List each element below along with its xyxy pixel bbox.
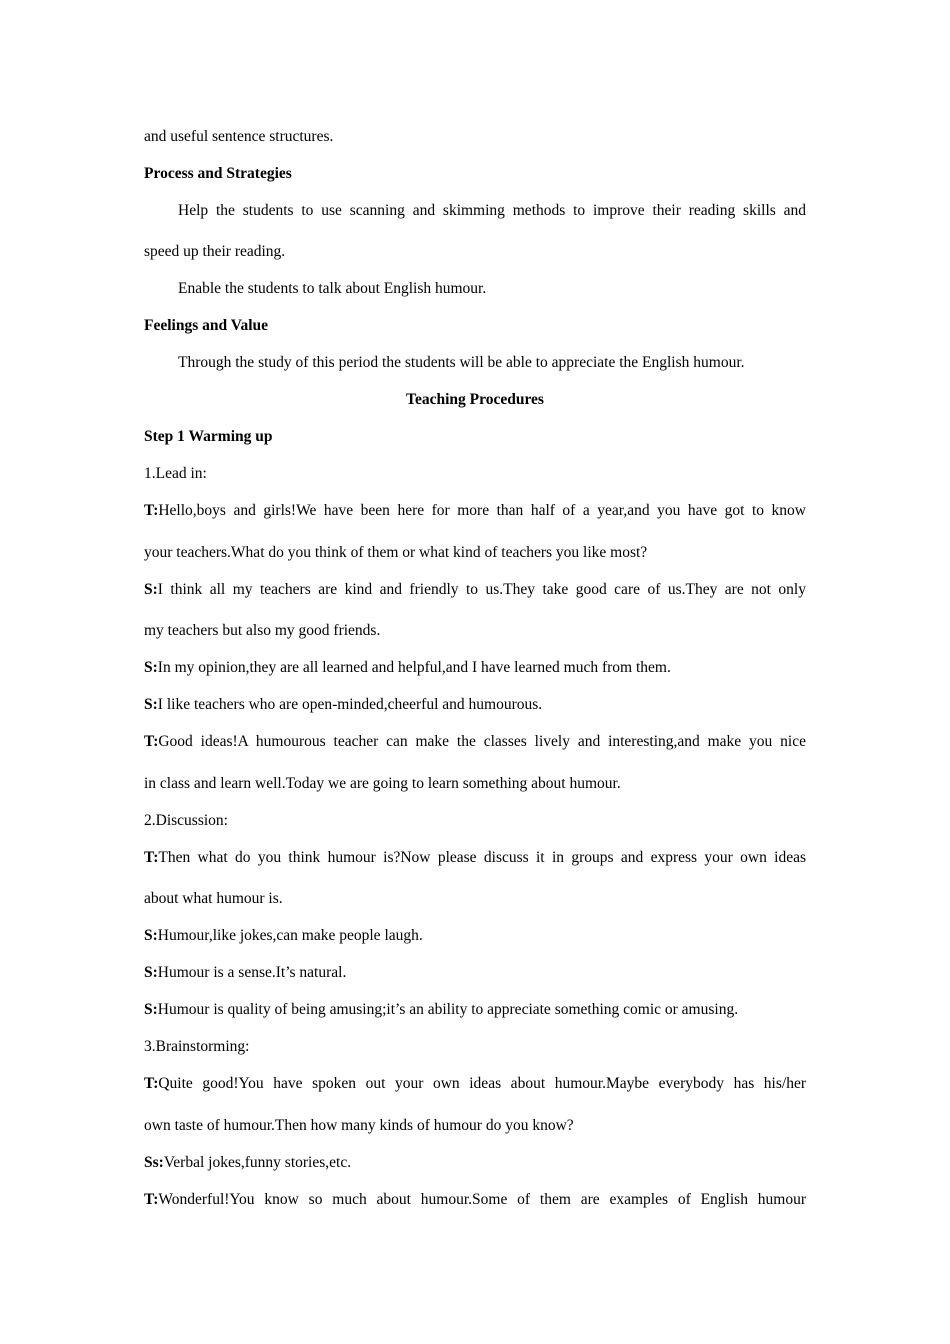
line-text: Wonderful!You know so much about humour.Some of them are examples of English humour (158, 1191, 806, 1208)
text-line (144, 464, 806, 484)
text-line (144, 127, 806, 147)
line-text: Help the students to use scanning and skimming methods to improve their reading skills and (178, 202, 806, 219)
text-line (144, 279, 806, 299)
text-line (144, 621, 806, 641)
text-line (144, 164, 806, 184)
text-line (144, 1153, 806, 1173)
line-text: 1.Lead in: (144, 465, 207, 482)
line-text: Verbal jokes,funny stories,etc. (163, 1154, 352, 1171)
text-line (144, 1000, 806, 1020)
text-line (144, 242, 806, 262)
line-text: in class and learn well.Today we are going to learn something about humour. (144, 775, 621, 792)
speaker-label: Ss: (144, 1154, 164, 1171)
text-line (144, 1074, 806, 1094)
line-text: Teaching Procedures (406, 391, 544, 408)
text-line (144, 501, 806, 521)
text-line (144, 926, 806, 946)
text-line (144, 427, 806, 447)
line-text: Through the study of this period the students will be able to appreciate the English humour. (178, 354, 745, 371)
line-text: Quite good!You have spoken out your own ideas about humour.Maybe everybody has his/her (158, 1075, 806, 1092)
line-text: 2.Discussion: (144, 812, 228, 829)
speaker-label: T: (144, 849, 159, 866)
speaker-label: S: (144, 696, 158, 713)
line-text: Humour,like jokes,can make people laugh. (157, 927, 423, 944)
text-line (144, 658, 806, 678)
speaker-label: T: (144, 1075, 159, 1092)
text-line (144, 201, 806, 221)
line-text: speed up their reading. (144, 243, 286, 260)
text-line (144, 1037, 806, 1057)
text-line (144, 316, 806, 336)
text-line (144, 732, 806, 752)
text-line (144, 353, 806, 373)
text-line (144, 543, 806, 563)
line-text: Step 1 Warming up (144, 428, 273, 445)
line-text: own taste of humour.Then how many kinds of humour do you know? (144, 1117, 574, 1134)
line-text: 3.Brainstorming: (144, 1038, 250, 1055)
speaker-label: S: (144, 927, 158, 944)
text-line (144, 580, 806, 600)
text-line (144, 390, 806, 410)
line-text: Humour is a sense.It’s natural. (157, 964, 347, 981)
line-text: Enable the students to talk about English humour. (178, 280, 487, 297)
line-text: and useful sentence structures. (144, 128, 334, 145)
text-line (144, 774, 806, 794)
text-line (144, 1190, 806, 1210)
speaker-label: S: (144, 964, 158, 981)
speaker-label: T: (144, 502, 159, 519)
line-text: Humour is quality of being amusing;it’s an ability to appreciate something comic or amusing. (157, 1001, 739, 1018)
line-text: my teachers but also my good friends. (144, 622, 381, 639)
line-text: Then what do you think humour is?Now please discuss it in groups and express your own ideas (158, 849, 806, 866)
text-line (144, 889, 806, 909)
text-line (144, 963, 806, 983)
line-text: In my opinion,they are all learned and helpful,and I have learned much from them. (157, 659, 671, 676)
line-text: Hello,boys and girls!We have been here for more than half of a year,and you have got to know (158, 502, 806, 519)
speaker-label: S: (144, 1001, 158, 1018)
speaker-label: T: (144, 733, 159, 750)
line-text: your teachers.What do you think of them or what kind of teachers you like most? (144, 544, 648, 561)
line-text: I like teachers who are open-minded,cheerful and humourous. (157, 696, 543, 713)
speaker-label: S: (144, 581, 158, 598)
text-line (144, 811, 806, 831)
line-text: Feelings and Value (144, 317, 269, 334)
speaker-label: S: (144, 659, 158, 676)
text-line (144, 695, 806, 715)
line-text: Process and Strategies (144, 165, 292, 182)
line-text: Good ideas!A humourous teacher can make the classes lively and interesting,and make you nice (158, 733, 806, 750)
line-text: I think all my teachers are kind and friendly to us.They take good care of us.They are not only (157, 581, 806, 598)
line-text: about what humour is. (144, 890, 283, 907)
text-line (144, 848, 806, 868)
speaker-label: T: (144, 1191, 159, 1208)
text-line (144, 1116, 806, 1136)
